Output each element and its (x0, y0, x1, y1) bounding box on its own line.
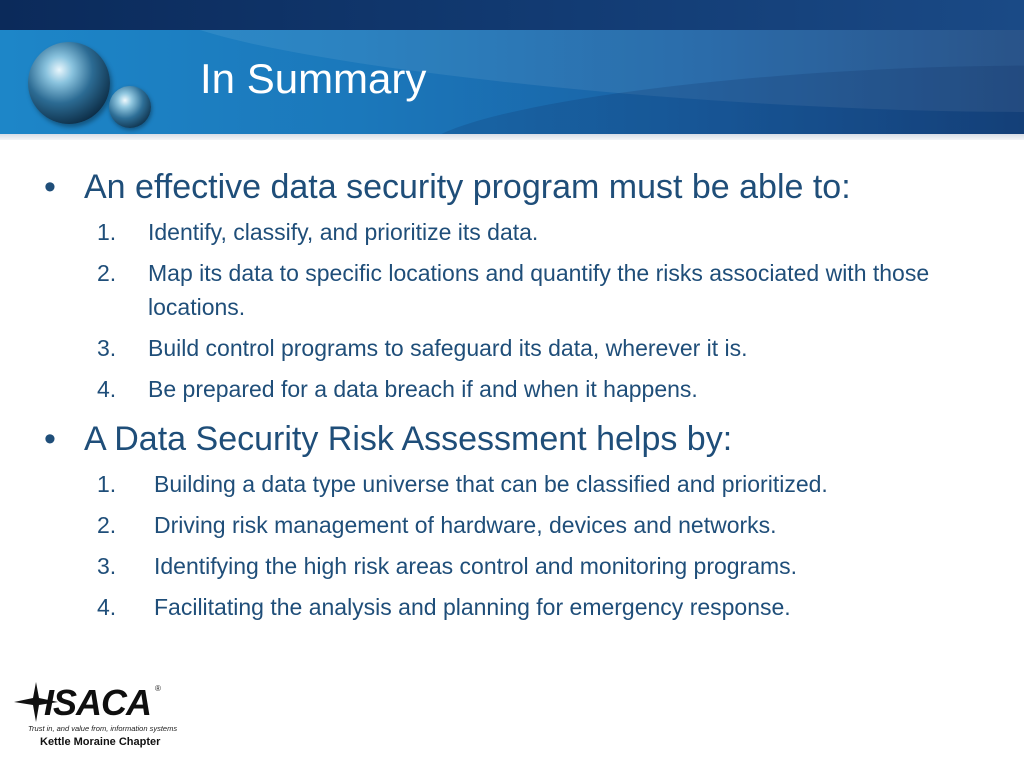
item-text: Identify, classify, and prioritize its data. (148, 219, 539, 245)
logo-wordmark: ISACA (44, 682, 152, 723)
top-stripe (0, 0, 1024, 30)
item-number: 2. (97, 260, 117, 286)
header-band (0, 30, 1024, 134)
logo-tagline: Trust in, and value from, information systems (28, 724, 178, 733)
small-globe-icon (109, 86, 151, 128)
item-text: Be prepared for a data breach if and when it happens. (148, 376, 698, 402)
item-number: 4. (97, 594, 117, 620)
bullet-marker: • (44, 168, 56, 206)
list-item (0, 549, 1024, 583)
header-rule (0, 134, 1024, 140)
list-item (0, 372, 1024, 406)
item-text: Map its data to specific locations and quantify the risks associated with those locations. (148, 260, 930, 320)
list-item (0, 256, 1024, 324)
list-item (0, 467, 1024, 501)
logo-registered-mark: ® (155, 684, 161, 693)
globe-icon (28, 42, 110, 124)
item-number: 3. (97, 335, 117, 361)
bullet-2-list (0, 467, 1024, 624)
bullet-2-text: A Data Security Risk Assessment helps by: (84, 420, 733, 458)
item-text: Identifying the high risk areas control and monitoring programs. (154, 553, 798, 579)
bullet-1-list (0, 215, 1024, 406)
list-item (0, 331, 1024, 365)
item-text: Build control programs to safeguard its data, wherever it is. (148, 335, 748, 361)
slide-title: In Summary (200, 55, 427, 102)
bullet-1-text: An effective data security program must be able to: (84, 168, 851, 206)
isaca-logo (14, 678, 178, 752)
bullet-2 (0, 418, 1024, 460)
item-number: 1. (97, 471, 117, 497)
item-number: 1. (97, 219, 117, 245)
logo-chapter: Kettle Moraine Chapter (40, 736, 161, 748)
item-number: 3. (97, 553, 117, 579)
item-number: 2. (97, 512, 117, 538)
list-item (0, 590, 1024, 624)
item-text: Driving risk management of hardware, devices and networks. (154, 512, 777, 538)
list-item (0, 215, 1024, 249)
item-text: Building a data type universe that can be classified and prioritized. (154, 471, 828, 497)
item-number: 4. (97, 376, 117, 402)
slide-content (0, 166, 1024, 624)
list-item (0, 508, 1024, 542)
item-text: Facilitating the analysis and planning for emergency response. (154, 594, 791, 620)
bullet-1 (0, 166, 1024, 208)
bullet-marker: • (44, 420, 56, 458)
